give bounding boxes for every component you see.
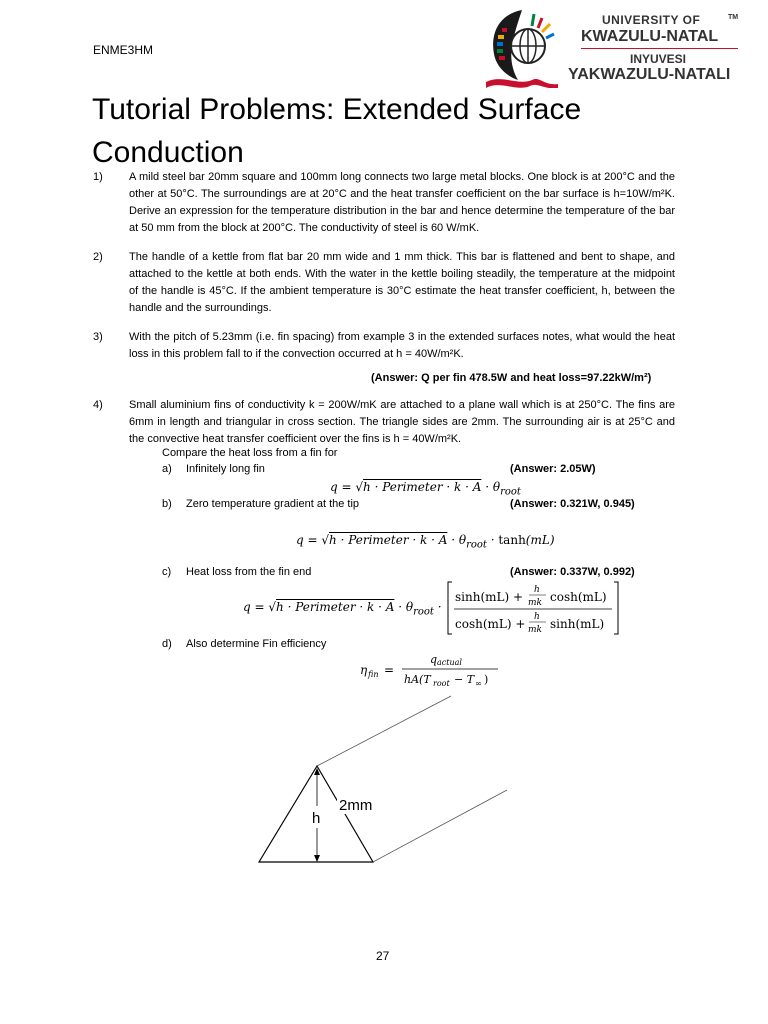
svg-text:h: h xyxy=(534,612,540,622)
part-c-answer: (Answer: 0.337W, 0.992) xyxy=(510,566,635,578)
problem-number: 4) xyxy=(93,399,103,411)
problem-text: A mild steel bar 20mm square and 100mm long connects two large metal blocks. One block is at 200°C and the other at 50°C. The surroundings are at 20°C and the heat transfer coefficient on the bar surface is h=10W/m²K. Derive an expression for the temperature distribution in the bar and hence determine the temperature of the bar at 50 mm from the block at 200°C. The conductivity of steel is 60 W/mK. xyxy=(129,171,675,234)
svg-text:fin: fin xyxy=(368,670,379,679)
svg-text:actual: actual xyxy=(437,658,462,667)
compare-intro: Compare the heat loss from a fin for xyxy=(162,447,338,459)
svg-text:hA(T: hA(T xyxy=(404,673,431,686)
university-logo xyxy=(482,4,742,88)
part-b-answer: (Answer: 0.321W, 0.945) xyxy=(510,498,635,510)
page-title: Tutorial Problems: Extended Surface Conduction xyxy=(92,93,582,169)
problem-3-answer: (Answer: Q per fin 478.5W and heat loss=97.22kW/m²) xyxy=(371,372,652,384)
part-d-letter: d) xyxy=(162,638,172,650)
part-b-text: Zero temperature gradient at the tip xyxy=(186,498,360,510)
ukzn-emblem-icon xyxy=(482,4,562,88)
height-label: h xyxy=(312,810,321,827)
part-a-letter: a) xyxy=(162,463,172,475)
svg-text:): ) xyxy=(484,673,489,686)
course-code: ENME3HM xyxy=(93,43,154,57)
part-c-text: Heat loss from the fin end xyxy=(186,566,312,578)
svg-text:mk: mk xyxy=(528,625,542,635)
problem-text: With the pitch of 5.23mm (i.e. fin spacing) from example 3 in the extended surfaces notes, what would the heat loss in this problem fall to if the convection occurred at h = 40W/m²K. xyxy=(129,331,675,360)
part-a-answer: (Answer: 2.05W) xyxy=(510,463,596,475)
problem-text: The handle of a kettle from flat bar 20 mm wide and 1 mm thick. This bar is flattened and bent to shape, and attached to the kettle at both ends. With the water in the kettle boiling steadily, the temperature at the midpoint of the handle is 45°C. If the ambient temperature is 30°C estimate the heat transfer coefficient, h, between the handle and the surroundings. xyxy=(129,251,675,314)
part-b-letter: b) xyxy=(162,498,172,510)
side-length-label: 2mm xyxy=(339,797,373,814)
equation-convective-tip: q = √h · Perimeter · $k \cdot A \cdot \theta_{root}$ · xyxy=(243,600,442,618)
logo-line-2: KWAZULU-NATAL xyxy=(581,28,719,45)
svg-text:root: root xyxy=(433,679,450,688)
svg-text:η: η xyxy=(360,663,368,677)
problem-number: 1) xyxy=(93,171,103,183)
bracket-fraction xyxy=(446,580,622,636)
svg-text:sinh(mL): sinh(mL) xyxy=(550,617,605,631)
logo-line-1: UNIVERSITY OF xyxy=(602,13,701,27)
part-d-text: Also determine Fin efficiency xyxy=(186,638,327,650)
logo-line-3: INYUVESI xyxy=(630,52,687,66)
svg-text:sinh(mL) +: sinh(mL) + xyxy=(455,590,524,604)
part-c-letter: c) xyxy=(162,566,172,578)
problem-text: Small aluminium fins of conductivity k = 200W/mK are attached to a plane wall which is at 250°C. The fins are 6mm in length and triangular in cross section. The triangle sides are 2mm. The surrounding air is at 25°C and the convective heat transfer coefficient over the fins is h = 40W/m²K. xyxy=(129,399,675,445)
svg-text:cosh(mL): cosh(mL) xyxy=(550,590,607,604)
svg-text:mk: mk xyxy=(528,598,542,608)
svg-text:∞: ∞ xyxy=(475,679,482,688)
page-number: 27 xyxy=(376,949,390,963)
svg-text:q: q xyxy=(430,653,438,666)
equation-fin-efficiency xyxy=(358,650,508,690)
svg-text:h: h xyxy=(534,585,540,595)
svg-text:cosh(mL) +: cosh(mL) + xyxy=(455,617,526,631)
part-a-text: Infinitely long fin xyxy=(186,463,265,475)
svg-text:=: = xyxy=(384,663,395,677)
logo-trademark: TM xyxy=(728,14,739,21)
triangular-fin-diagram xyxy=(255,690,515,870)
problem-number: 3) xyxy=(93,331,103,343)
logo-line-4: YAKWAZULU-NATALI xyxy=(568,66,731,83)
problem-number: 2) xyxy=(93,251,103,263)
svg-text:− T: − T xyxy=(454,673,475,686)
equation-infinite-fin: q = √h · Perimeter · $k \cdot A \cdot \theta_{root}$ xyxy=(330,480,521,498)
equation-adiabatic-tip: q = √h · Perimeter · $k \cdot A \cdot \theta_{root} \cdot \tanh(mL)$ xyxy=(296,533,555,551)
logo-divider xyxy=(581,48,738,49)
